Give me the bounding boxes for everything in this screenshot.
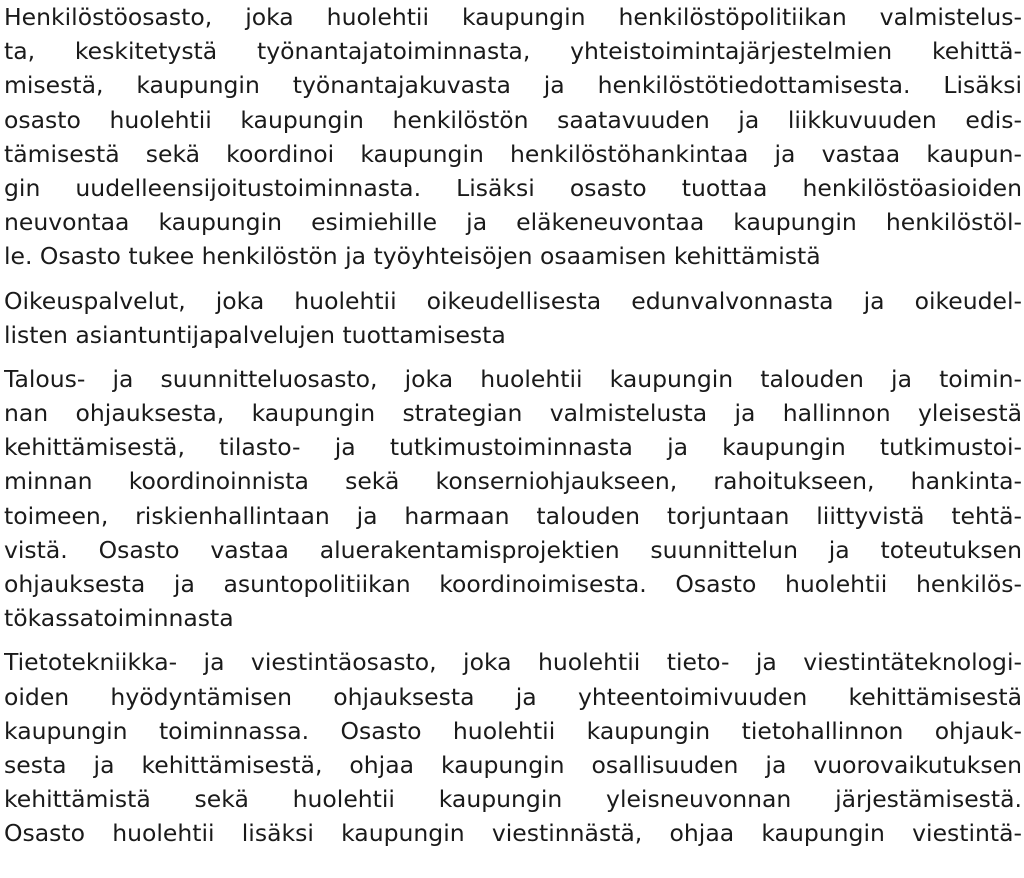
text-line: ta, keskitetystä työnantajatoiminnasta, yhteistoimintajärjestelmien kehittä-	[4, 37, 1022, 66]
text-line: kaupungin toiminnassa. Osasto huolehtii kaupungin tietohallinnon ohjauk-	[4, 716, 1022, 745]
text-line: Henkilöstöosasto, joka huolehtii kaupungin henkilöstöpolitiikan valmistelus-	[4, 3, 1022, 31]
text-line: kehittämisestä, tilasto- ja tutkimustoiminnasta ja kaupungin tutkimustoi-	[4, 433, 1022, 462]
text-line: neuvontaa kaupungin esimiehille ja eläkeneuvontaa kaupungin henkilöstöl-	[4, 208, 1022, 237]
text-line: Talous- ja suunnitteluosasto, joka huolehtii kaupungin talouden ja toimin-	[4, 364, 1022, 393]
text-line: nan ohjauksesta, kaupungin strategian valmistelusta ja hallinnon yleisestä	[4, 399, 1022, 428]
text-line: gin uudelleensijoitustoiminnasta. Lisäksi osasto tuottaa henkilöstöasioiden	[4, 173, 1022, 202]
text-line: osasto huolehtii kaupungin henkilöstön saatavuuden ja liikkuvuuden edis-	[4, 105, 1022, 134]
document-page	[4, 0, 1022, 861]
text-line: ohjauksesta ja asuntopolitiikan koordinoimisesta. Osasto huolehtii henkilös-	[4, 570, 1022, 598]
paragraph-talous-ja-suunnitteluosasto	[4, 362, 1022, 636]
text-line: Tietotekniikka- ja viestintäosasto, joka huolehtii tieto- ja viestintäteknologi-	[4, 648, 1022, 677]
paragraph-tietotekniikka-ja-viestintaosasto	[4, 645, 1022, 850]
text-line: kehittämistä sekä huolehtii kaupungin yleisneuvonnan järjestämisestä.	[4, 785, 1022, 814]
paragraph-henkilostoosasto	[4, 0, 1022, 274]
text-line: listen asiantuntijapalvelujen tuottamisesta	[4, 320, 506, 349]
text-line: sesta ja kehittämisestä, ohjaa kaupungin osallisuuden ja vuorovaikutuksen	[4, 750, 1022, 779]
text-line: toimeen, riskienhallintaan ja harmaan talouden torjuntaan liittyvistä tehtä-	[4, 501, 1022, 530]
text-line: tökassatoiminnasta	[4, 604, 234, 633]
text-line: minnan koordinoinnista sekä konserniohjaukseen, rahoitukseen, hankinta-	[4, 467, 1022, 496]
text-line: oiden hyödyntämisen ohjauksesta ja yhteentoimivuuden kehittämisestä	[4, 682, 1022, 711]
text-line: Oikeuspalvelut, joka huolehtii oikeudellisesta edunvalvonnasta ja oikeudel-	[4, 286, 1022, 315]
paragraph-oikeuspalvelut	[4, 284, 1022, 352]
text-line: Osasto huolehtii lisäksi kaupungin viestinnästä, ohjaa kaupungin viestintä-	[4, 819, 1022, 848]
text-line: le. Osasto tukee henkilöstön ja työyhteisöjen osaamisen kehittämistä	[4, 242, 821, 271]
text-line: vistä. Osasto vastaa aluerakentamisprojektien suunnittelun ja toteutuksen	[4, 535, 1022, 564]
text-line: tämisestä sekä koordinoi kaupungin henkilöstöhankintaa ja vastaa kaupun-	[4, 139, 1022, 168]
text-line: misestä, kaupungin työnantajakuvasta ja henkilöstötiedottamisesta. Lisäksi	[4, 71, 1022, 100]
